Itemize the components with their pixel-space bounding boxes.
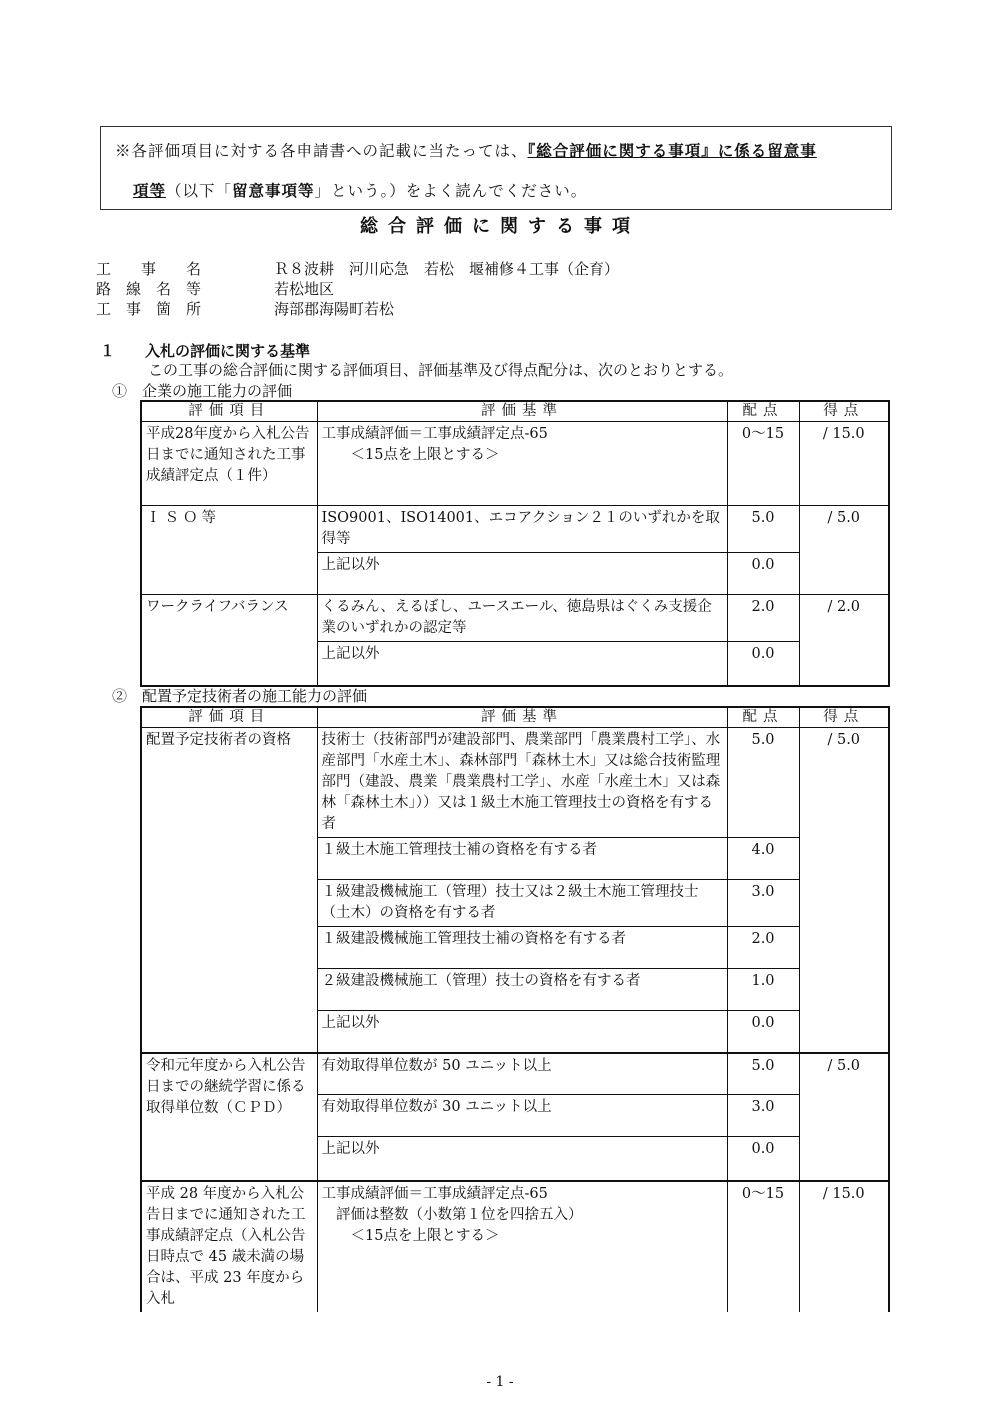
item-cell: 令和元年度から入札公告日までの継続学習に係る取得単位数（ＣＰＤ） — [141, 1053, 317, 1181]
table-row — [141, 506, 889, 553]
criteria-cell: 有効取得単位数が 30 ユニット以上 — [317, 1095, 727, 1137]
criteria-cell: 上記以外 — [317, 1011, 727, 1053]
table-row — [141, 422, 889, 506]
criteria-cell: １級建設機械施工管理技士補の資格を有する者 — [317, 927, 727, 969]
criteria-cell: １級建設機械施工（管理）技士又は２級土木施工管理技士（土木）の資格を有する者 — [317, 880, 727, 927]
section-intro: この工事の総合評価に関する評価項目、評価基準及び得点配分は、次のとおりとする。 — [148, 361, 734, 379]
header-points: 配点 — [727, 401, 799, 422]
table-header-row — [141, 707, 889, 728]
points-cell: 0.0 — [727, 1137, 799, 1181]
info-row-location — [96, 298, 395, 319]
info-value: 若松地区 — [274, 280, 335, 298]
header-criteria: 評価基準 — [317, 401, 727, 422]
criteria-cell: 上記以外 — [317, 642, 727, 686]
notice-line-1 — [115, 139, 817, 161]
points-cell: 0.0 — [727, 1011, 799, 1053]
table-row — [141, 1181, 889, 1312]
points-cell: 3.0 — [727, 880, 799, 927]
table-row — [141, 728, 889, 838]
score-cell: / 5.0 — [799, 506, 889, 595]
table-row — [141, 1053, 889, 1095]
notice-line-2 — [133, 179, 587, 201]
info-value: 海部郡海陽町若松 — [274, 300, 395, 318]
points-cell: 5.0 — [727, 1053, 799, 1095]
score-cell: / 5.0 — [799, 1053, 889, 1181]
points-cell: 2.0 — [727, 595, 799, 642]
info-row-route — [96, 278, 335, 299]
header-score: 得点 — [799, 707, 889, 728]
points-cell: 0～15 — [727, 1181, 799, 1312]
table2-caption: ② 配置予定技術者の施工能力の評価 — [112, 687, 368, 705]
points-cell: 4.0 — [727, 838, 799, 880]
criteria-cell: 上記以外 — [317, 1137, 727, 1181]
points-cell: 5.0 — [727, 506, 799, 553]
criteria-cell: 上記以外 — [317, 553, 727, 595]
score-cell: / 2.0 — [799, 595, 889, 686]
notice-bold: 留意事項等 — [232, 181, 315, 200]
points-cell: 5.0 — [727, 728, 799, 838]
score-cell: / 15.0 — [799, 1181, 889, 1312]
criteria-cell: 工事成績評価＝工事成績評定点-65 ＜15点を上限とする＞ — [317, 422, 727, 506]
page-number: - 1 - — [486, 1374, 514, 1390]
table-engineer-ability — [140, 706, 890, 1312]
item-cell: 平成 28 年度から入札公告日までに通知された工事成績評定点（入札公告日時点で 45 歳未満の場合は、平成 23 年度から入札 — [141, 1181, 317, 1312]
notice-emphasis: 『総合評価に関する事項』に係る留意事 — [527, 141, 817, 160]
item-cell: 配置予定技術者の資格 — [141, 728, 317, 1053]
header-criteria: 評価基準 — [317, 707, 727, 728]
points-cell: 0.0 — [727, 642, 799, 686]
table1-caption: ① 企業の施工能力の評価 — [112, 382, 293, 400]
criteria-cell: 工事成績評価＝工事成績評定点-65 評価は整数（小数第１位を四捨五入） ＜15点を上限とする＞ — [317, 1181, 727, 1312]
notice-emphasis: 項等 — [133, 181, 167, 200]
item-cell: 平成28年度から入札公告日までに通知された工事成績評定点（１件） — [141, 422, 317, 506]
info-label: 工 事 名 — [96, 260, 202, 278]
info-label: 工 事 箇 所 — [96, 300, 202, 318]
section-heading: １ 入札の評価に関する基準 — [100, 342, 311, 360]
points-cell: 0～15 — [727, 422, 799, 506]
notice-text: 」という。）をよく読んでください。 — [314, 182, 588, 200]
header-item: 評価項目 — [141, 401, 317, 422]
page-title: 総合評価に関する事項 — [360, 216, 640, 237]
points-cell: 0.0 — [727, 553, 799, 595]
notice-text: ※各評価項目に対する各申請書への記載に当たっては、 — [115, 142, 528, 160]
info-value: Ｒ８波耕 河川応急 若松 堰補修４工事（企育） — [274, 260, 620, 278]
header-item: 評価項目 — [141, 707, 317, 728]
info-label: 路 線 名 等 — [96, 280, 202, 298]
points-cell: 1.0 — [727, 969, 799, 1011]
item-cell: ＩＳＯ等 — [141, 506, 317, 595]
notice-box — [100, 126, 892, 210]
criteria-cell: １級土木施工管理技士補の資格を有する者 — [317, 838, 727, 880]
score-cell: / 5.0 — [799, 728, 889, 1053]
criteria-cell: くるみん、えるぼし、ユースエール、徳島県はぐくみ支援企業のいずれかの認定等 — [317, 595, 727, 642]
points-cell: 2.0 — [727, 927, 799, 969]
header-score: 得点 — [799, 401, 889, 422]
table-header-row — [141, 401, 889, 422]
criteria-cell: 有効取得単位数が 50 ユニット以上 — [317, 1053, 727, 1095]
notice-text: （以下「 — [166, 182, 233, 200]
header-points: 配点 — [727, 707, 799, 728]
table-row — [141, 595, 889, 642]
points-cell: 3.0 — [727, 1095, 799, 1137]
score-cell: / 15.0 — [799, 422, 889, 506]
item-cell: ワークライフバランス — [141, 595, 317, 686]
table-company-ability — [140, 400, 890, 687]
criteria-cell: ２級建設機械施工（管理）技士の資格を有する者 — [317, 969, 727, 1011]
criteria-cell: 技術士（技術部門が建設部門、農業部門「農業農村工学」、水産部門「水産土木」、森林部門「森林土木」又は総合技術監理部門（建設、農業「農業農村工学」、水産「水産土木」又は森林「森林土木」））又は１級土木施工管理技士の資格を有する者 — [317, 728, 727, 838]
criteria-cell: ISO9001、ISO14001、エコアクション２１のいずれかを取得等 — [317, 506, 727, 553]
info-row-work-name — [96, 258, 620, 279]
